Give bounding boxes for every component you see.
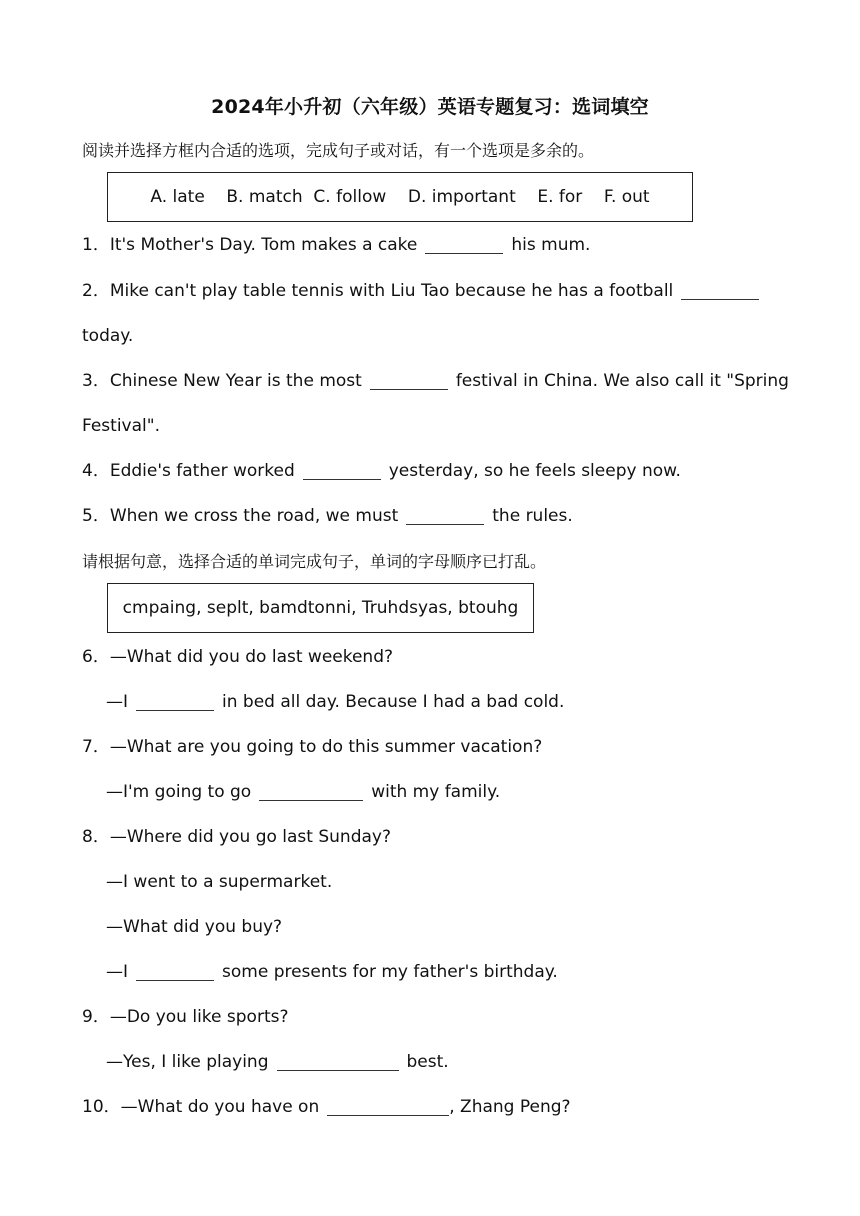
dialogue-line: —I xyxy=(106,962,129,982)
answer-blank[interactable] xyxy=(406,506,484,525)
question-2 xyxy=(82,279,767,303)
question-10 xyxy=(82,1095,571,1119)
question-6 xyxy=(82,645,393,669)
options-text: A. late B. match C. follow D. important E. for F. out xyxy=(150,187,650,207)
question-4 xyxy=(82,459,681,483)
question-number: 5． xyxy=(82,506,110,526)
dialogue-line-after: , Zhang Peng? xyxy=(449,1097,571,1117)
dialogue-line: —Yes, I like playing xyxy=(106,1052,269,1072)
question-1 xyxy=(82,233,590,257)
question-text: Mike can't play table tennis with Liu Tao because he has a football xyxy=(109,281,674,301)
question-text-after: festival in China. We also call it "Spring xyxy=(455,371,789,391)
question-number: 1． xyxy=(82,235,110,255)
section1-instruction: 阅读并选择方框内合适的选项，完成句子或对话，有一个选项是多余的。 xyxy=(82,141,595,160)
dialogue-line: —What did you do last weekend? xyxy=(109,647,394,667)
answer-blank[interactable] xyxy=(327,1097,449,1116)
question-7 xyxy=(82,735,542,759)
question-number: 8． xyxy=(82,827,110,847)
answer-blank[interactable] xyxy=(425,235,503,254)
section2-instruction: 请根据句意，选择合适的单词完成句子，单词的字母顺序已打乱。 xyxy=(82,552,547,571)
question-5 xyxy=(82,504,573,528)
question-text: When we cross the road, we must xyxy=(109,506,399,526)
question-8-line-2: —I went to a supermarket. xyxy=(106,872,333,892)
question-text: It's Mother's Day. Tom makes a cake xyxy=(109,235,418,255)
dialogue-line: —What do you have on xyxy=(120,1097,320,1117)
answer-blank[interactable] xyxy=(681,281,759,300)
question-number: 7． xyxy=(82,737,110,757)
dialogue-line-after: some presents for my father's birthday. xyxy=(222,962,558,982)
question-9 xyxy=(82,1005,289,1029)
question-number: 4． xyxy=(82,461,110,481)
dialogue-line: —What are you going to do this summer vacation? xyxy=(109,737,543,757)
dialogue-line: —I'm going to go xyxy=(106,782,252,802)
dialogue-line: —Where did you go last Sunday? xyxy=(109,827,391,847)
question-number: 3． xyxy=(82,371,110,391)
question-number: 6． xyxy=(82,647,110,667)
question-3 xyxy=(82,369,789,393)
answer-blank[interactable] xyxy=(136,692,214,711)
word-bank-box xyxy=(107,583,534,633)
question-8 xyxy=(82,825,391,849)
answer-blank[interactable] xyxy=(277,1052,399,1071)
answer-blank[interactable] xyxy=(259,782,363,801)
question-text: Chinese New Year is the most xyxy=(109,371,362,391)
question-number: 9． xyxy=(82,1007,110,1027)
dialogue-line: —Do you like sports? xyxy=(109,1007,289,1027)
question-8-line-3: —What did you buy? xyxy=(106,917,283,937)
dialogue-line-after: in bed all day. Because I had a bad cold. xyxy=(222,692,565,712)
question-2-continuation: today. xyxy=(82,326,134,346)
question-text-after: yesterday, so he feels sleepy now. xyxy=(388,461,681,481)
answer-blank[interactable] xyxy=(136,962,214,981)
question-number: 10． xyxy=(82,1097,121,1117)
answer-blank[interactable] xyxy=(303,461,381,480)
question-text-after: his mum. xyxy=(511,235,591,255)
dialogue-line: —I xyxy=(106,692,129,712)
question-6-answer-line xyxy=(106,690,564,714)
page-title: 2024年小升初（六年级）英语专题复习：选词填空 xyxy=(211,96,649,118)
question-number: 2． xyxy=(82,281,110,301)
options-box xyxy=(107,172,693,222)
question-text: Eddie's father worked xyxy=(109,461,295,481)
question-text-after: the rules. xyxy=(492,506,573,526)
question-8-answer-line xyxy=(106,960,558,984)
answer-blank[interactable] xyxy=(370,371,448,390)
word-bank-text: cmpaing, seplt, bamdtonni, Truhdsyas, btouhg xyxy=(122,598,519,618)
dialogue-line-after: best. xyxy=(406,1052,449,1072)
question-9-answer-line xyxy=(106,1050,449,1074)
question-7-answer-line xyxy=(106,780,500,804)
dialogue-line-after: with my family. xyxy=(371,782,501,802)
question-3-continuation: Festival". xyxy=(82,416,160,436)
